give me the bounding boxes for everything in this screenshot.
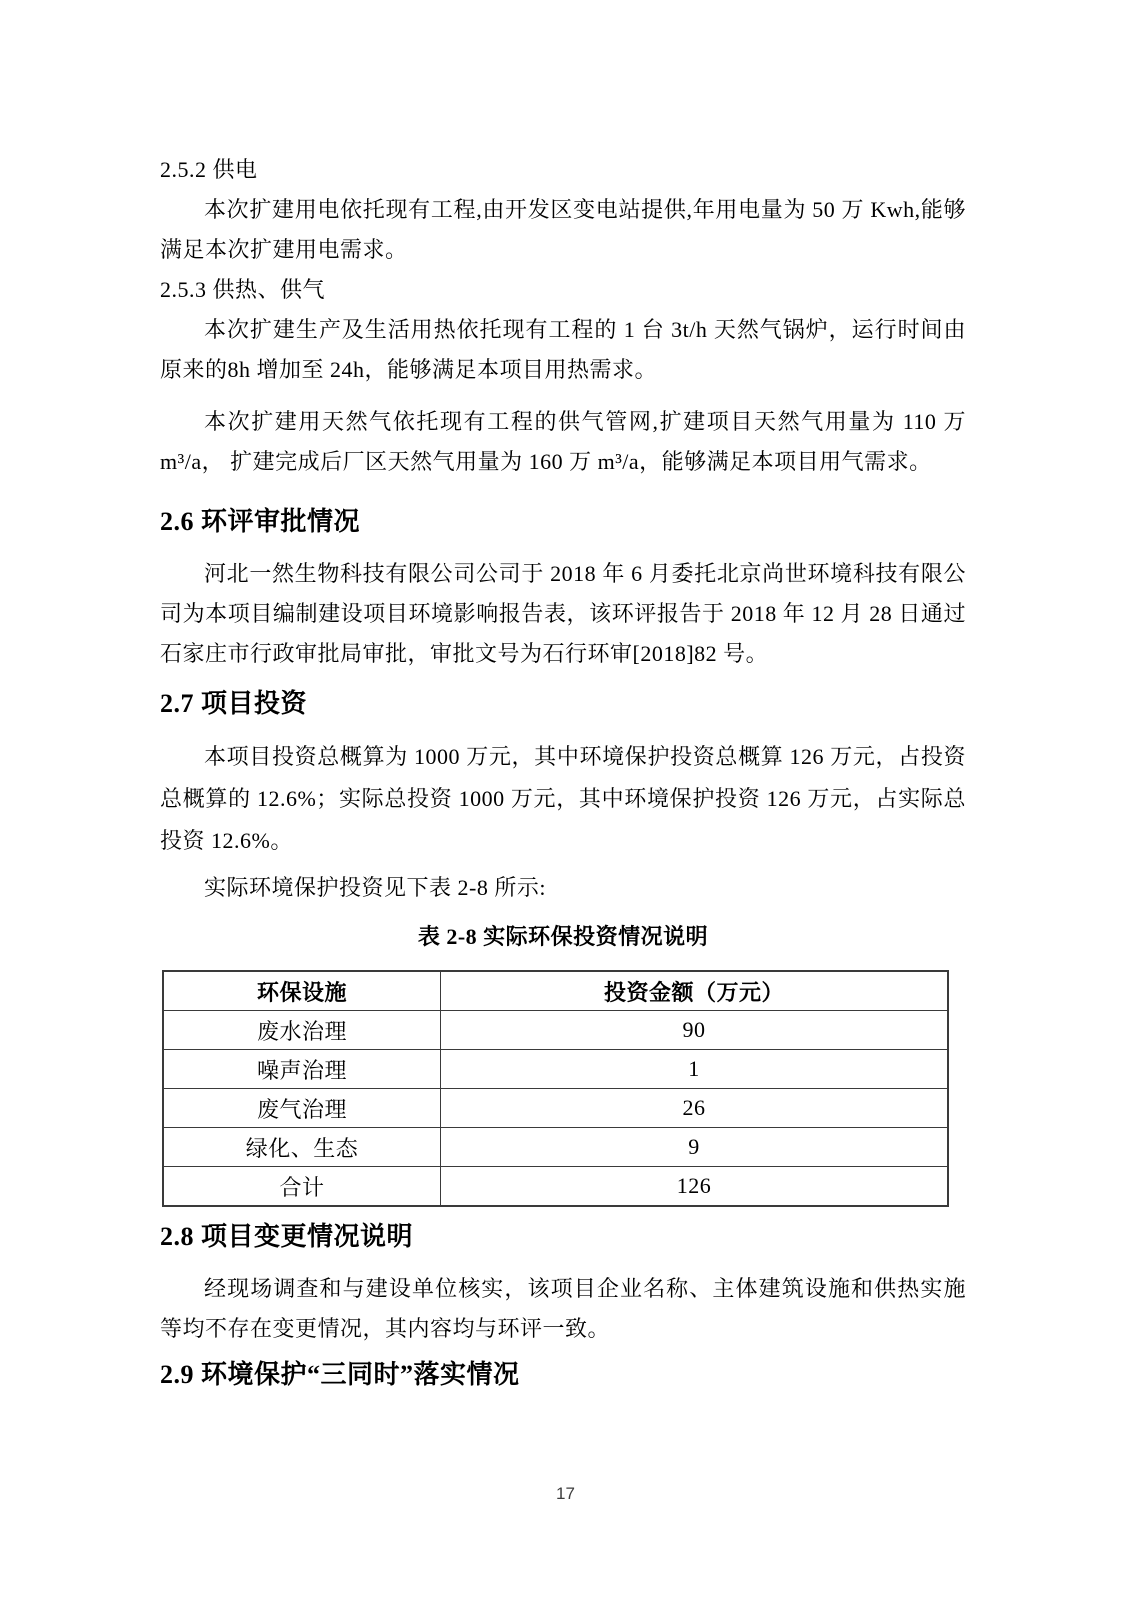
cell-amount: 90 [441,1011,949,1050]
paragraph-gas-supply: 本次扩建用天然气依托现有工程的供气管网,扩建项目天然气用量为 110 万 m³/a， 扩建完成后厂区天然气用量为 160 万 m³/a，能够满足本项目用气需求。 [160,409,966,474]
table-caption: 表 2-8 实际环保投资情况说明 [417,924,709,949]
cell-facility: 合计 [163,1167,441,1207]
cell-amount: 9 [441,1128,949,1167]
heading-2-8-project-changes: 2.8 项目变更情况说明 [160,1222,414,1251]
table-row-exhaust-gas [163,1089,948,1128]
paragraph-project-changes: 经现场调查和与建设单位核实，该项目企业名称、主体建筑设施和供热实施等均不存在变更情况，其内容均与环评一致。 [160,1276,966,1341]
paragraph-power-supply: 本次扩建用电依托现有工程,由开发区变电站提供,年用电量为 50 万 Kwh,能够满足本次扩建用电需求。 [160,197,966,262]
table-row-greening-ecology [163,1128,948,1167]
table-header-amount: 投资金额（万元） [441,971,949,1011]
table-row-wastewater [163,1011,948,1050]
heading-2-9-three-simultaneous: 2.9 环境保护“三同时”落实情况 [160,1360,520,1389]
cell-amount: 126 [441,1167,949,1207]
cell-facility: 废气治理 [163,1089,441,1128]
investment-table [162,970,949,1207]
table-row-noise [163,1050,948,1089]
heading-2-7-project-investment: 2.7 项目投资 [160,689,308,718]
cell-amount: 26 [441,1089,949,1128]
page-number: 17 [556,1484,575,1503]
table-header-facility: 环保设施 [163,971,441,1011]
cell-amount: 1 [441,1050,949,1089]
heading-2-6-eia-approval: 2.6 环评审批情况 [160,507,361,536]
table-row-total [163,1167,948,1207]
heading-2-5-2-power-supply: 2.5.2 供电 [160,157,258,182]
cell-facility: 噪声治理 [163,1050,441,1089]
paragraph-investment-summary: 本项目投资总概算为 1000 万元，其中环境保护投资总概算 126 万元，占投资总概算的 12.6%；实际总投资 1000 万元，其中环境保护投资 126 万元，占实际总投资 12.6%。 [160,744,966,853]
heading-2-5-3-heat-gas-supply: 2.5.3 供热、供气 [160,277,326,302]
cell-facility: 废水治理 [163,1011,441,1050]
cell-facility: 绿化、生态 [163,1128,441,1167]
paragraph-heat-supply: 本次扩建生产及生活用热依托现有工程的 1 台 3t/h 天然气锅炉，运行时间由原来的8h 增加至 24h，能够满足本项目用热需求。 [160,317,966,382]
table-header-row [163,971,948,1011]
paragraph-table-reference: 实际环境保护投资见下表 2-8 所示: [204,875,546,900]
paragraph-eia-approval: 河北一然生物科技有限公司公司于 2018 年 6 月委托北京尚世环境科技有限公司为本项目编制建设项目环境影响报告表，该环评报告于 2018 年 12 月 28 日通过石家庄市行政审批局审批，审批文号为石行环审[2018]82 号。 [160,561,966,666]
